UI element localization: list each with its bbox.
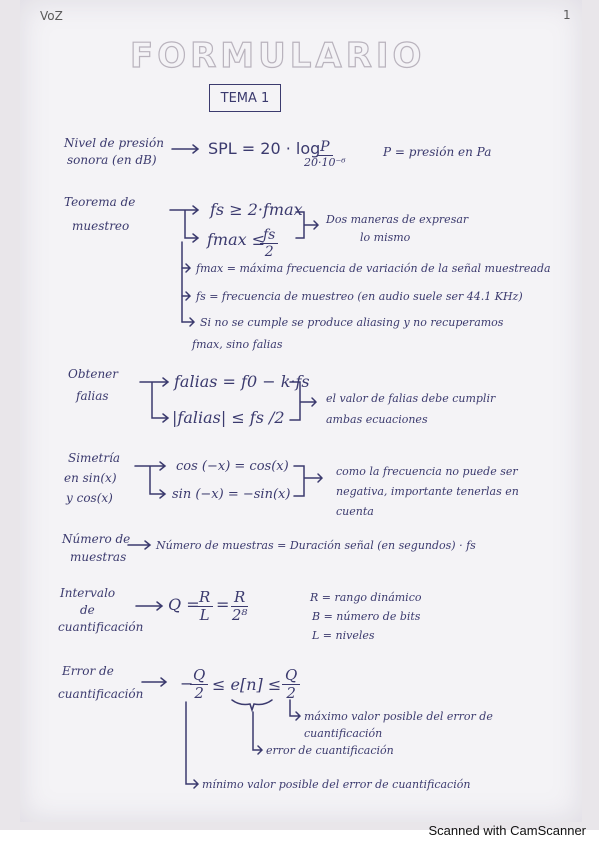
legend-b: B = número de bits — [312, 610, 421, 623]
error-fraction-right-num: Q — [282, 668, 300, 685]
q-fraction-2 — [231, 590, 248, 623]
s6-label-line2: de — [80, 603, 95, 617]
s2-note-line2: lo mismo — [360, 231, 411, 244]
s4-note-line3: cuenta — [336, 505, 374, 518]
spl-fraction — [304, 140, 346, 168]
falias-formula-2: |falias| ≤ fs /2 — [172, 408, 285, 427]
sin-symmetry: sin (−x) = −sin(x) — [172, 487, 291, 502]
corner-note-left: VoZ — [40, 9, 63, 23]
error-fraction-left-den: 2 — [194, 684, 204, 702]
tema-box — [209, 84, 281, 112]
s4-note-line2: negativa, importante tenerlas en — [336, 485, 519, 498]
s2-label-line2: muestreo — [72, 219, 130, 233]
q-equals: = — [216, 595, 230, 614]
underbrace-icon — [232, 700, 272, 710]
error-inequality: ≤ e[n] ≤ — [212, 675, 282, 694]
brace-icon — [294, 466, 322, 496]
arrow-icon — [172, 145, 198, 153]
error-minus: − — [180, 674, 194, 693]
error-fraction-right — [282, 668, 300, 701]
arrow-icon — [136, 602, 162, 610]
s2-bullet-aliasing: Si no se cumple se produce aliasing y no recuperamos — [200, 316, 504, 329]
max-error-note: máximo valor posible del error de — [304, 710, 493, 723]
s2-label-line1: Teorema de — [64, 195, 136, 209]
s5-label-line1: Número de — [62, 532, 131, 546]
s3-note-line2: ambas ecuaciones — [326, 413, 428, 426]
q-fraction-2-num: R — [231, 590, 248, 607]
branch-arrow-icon — [170, 206, 198, 242]
page-number: 1 — [563, 8, 571, 22]
nyquist-fraction — [260, 228, 278, 259]
s5-label-line2: muestras — [70, 550, 127, 564]
error-fraction-right-den: 2 — [286, 684, 296, 702]
s7-label-line1: Error de — [62, 664, 114, 678]
arrow-icon — [128, 541, 150, 549]
pointer-icon — [290, 700, 300, 720]
tema-label: TEMA 1 — [220, 91, 270, 106]
arrow-icon — [142, 678, 166, 686]
s2-bullet-fmax: fmax = máxima frecuencia de variación de la señal muestreada — [196, 262, 551, 275]
nyquist-fraction-num: fs — [260, 228, 278, 244]
legend-l: L = niveles — [312, 629, 375, 642]
arrow-icon — [182, 318, 194, 326]
s1-label-line1: Nivel de presión — [64, 136, 164, 150]
falias-formula-1: falias = f0 − k·fs — [174, 372, 310, 391]
q-fraction-1-den: L — [199, 606, 210, 624]
s3-label-line1: Obtener — [68, 367, 119, 381]
s2-bullet-aliasing-cont: fmax, sino falias — [192, 338, 283, 351]
spl-fraction-num: P — [317, 140, 332, 156]
legend-r: R = rango dinámico — [310, 591, 422, 604]
max-error-note-cont: cuantificación — [304, 727, 383, 740]
s4-label-line3: y cos(x) — [66, 491, 113, 505]
nyquist-formula-1: fs ≥ 2·fmax — [210, 200, 303, 219]
nyquist-fraction-den: 2 — [264, 244, 274, 260]
q-fraction-2-den: 2⁸ — [231, 606, 248, 624]
scanner-watermark: Scanned with CamScanner — [428, 823, 586, 838]
error-fraction-left-num: Q — [190, 668, 208, 685]
s4-note-line1: como la frecuencia no puede ser — [336, 465, 518, 478]
q-symbol: Q = — [168, 595, 200, 614]
s6-label-line3: cuantificación — [58, 620, 144, 634]
s3-note-line1: el valor de falias debe cumplir — [326, 392, 496, 405]
s2-bullet-fs: fs = frecuencia de muestreo (en audio suele ser 44.1 KHz) — [196, 290, 523, 303]
q-fraction-1 — [196, 590, 213, 623]
arrow-icon — [182, 264, 190, 272]
cos-symmetry: cos (−x) = cos(x) — [176, 459, 289, 474]
arrow-icon — [182, 292, 190, 300]
branch-arrow-icon — [140, 378, 168, 422]
spl-formula: SPL = 20 · log — [208, 139, 321, 158]
pointer-icon — [253, 712, 262, 754]
s2-note-line1: Dos maneras de expresar — [326, 213, 469, 226]
q-fraction-1-num: R — [196, 590, 213, 607]
s1-label-line2: sonora (en dB) — [67, 153, 157, 167]
s7-label-line2: cuantificación — [58, 687, 144, 701]
spl-fraction-den: 20·10⁻⁶ — [304, 156, 346, 169]
s3-label-line2: falias — [76, 389, 109, 403]
nyquist-formula-2-lhs: fmax ≤ — [207, 230, 266, 249]
s1-note: P = presión en Pa — [383, 145, 492, 159]
s4-label-line1: Simetría — [68, 451, 121, 465]
error-note: error de cuantificación — [266, 744, 394, 757]
samples-formula: Número de muestras = Duración señal (en segundos) · fs — [156, 539, 476, 552]
pointer-icon — [186, 702, 198, 788]
error-fraction-left — [190, 668, 208, 701]
min-error-note: mínimo valor posible del error de cuantificación — [202, 778, 471, 791]
branch-arrow-icon — [135, 462, 165, 498]
s4-label-line2: en sin(x) — [64, 471, 117, 485]
s6-label-line1: Intervalo — [60, 586, 116, 600]
page-title: FORMULARIO — [130, 36, 426, 76]
